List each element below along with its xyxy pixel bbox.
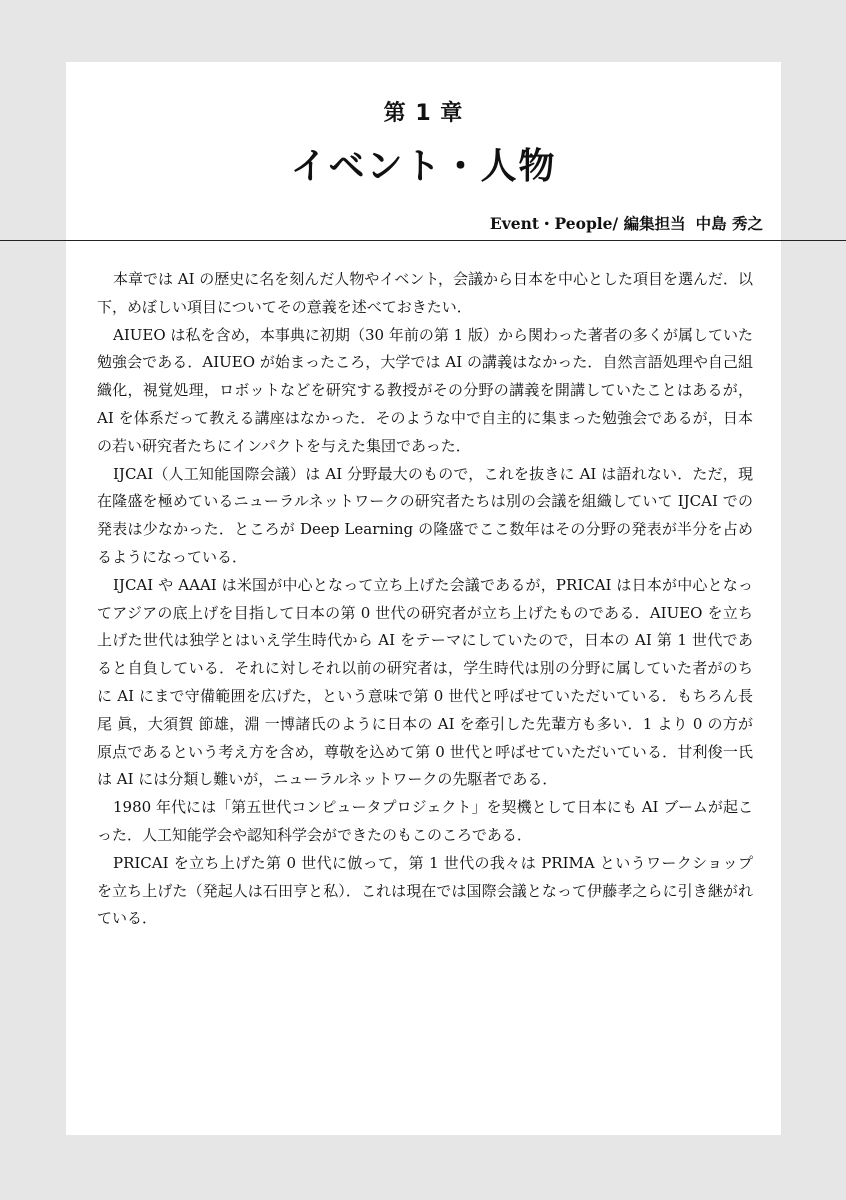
paragraph: IJCAI や AAAI は米国が中心となって立ち上げた会議であるが，PRICAI は日本が中心となってアジアの底上げを目指して日本の第 0 世代の研究者が立ち上げたものである．AIUEO を立ち上げた世代は独学とはいえ学生時代から AI をテーマにしていたので，日本の AI 第 1 世代であると自負している．それに対しそれ以前の研究者は，学生時代は別の分野に属していた者がのちに AI にまで守備範囲を広げた，という意味で第 0 世代と呼ばせていただいている．もちろん長尾 眞，大須賀 節雄，淵 一博諸氏のように日本の AI を牽引した先輩方も多い．1 より 0 の方が原点であるという考え方を含め，尊敬を込めて第 0 世代と呼ばせていただいている．甘利俊一氏は AI には分類し難いが，ニューラルネットワークの先駆者である．	[97, 575, 753, 789]
paragraph: IJCAI（人工知能国際会議）は AI 分野最大のもので，これを抜きに AI は語れない．ただ，現在隆盛を極めているニューラルネットワークの研究者たちは別の会議を組織していて IJCAI での発表は少なかった．ところが Deep Learning の隆盛でここ数年はその分野の発表が半分を占めるようになっている．	[97, 464, 753, 566]
chapter-number: 第 1 章	[383, 101, 464, 126]
body-text	[97, 266, 753, 933]
header-divider	[0, 240, 846, 241]
paragraph: PRICAI を立ち上げた第 0 世代に倣って，第 1 世代の我々は PRIMA というワークショップを立ち上げた（発起人は石田亨と私）．これは現在では国際会議となって伊藤孝之らに引き継がれている．	[97, 853, 753, 928]
paragraph: 本章では AI の歴史に名を刻んだ人物やイベント，会議から日本を中心とした項目を選んだ．以下，めぼしい項目についてその意義を述べておきたい．	[97, 270, 753, 316]
chapter-title: イベント・人物	[290, 146, 557, 187]
paragraph: 1980 年代には「第五世代コンピュータプロジェクト」を契機として日本にも AI ブームが起こった．人工知能学会や認知科学会ができたのもこのころである．	[97, 798, 753, 844]
byline-author: 中島 秀之	[695, 214, 763, 233]
byline	[490, 212, 763, 234]
paragraph: AIUEO は私を含め，本事典に初期（30 年前の第 1 版）から関わった著者の多くが属していた勉強会である．AIUEO が始まったころ，大学では AI の講義はなかった．自然言語処理や自己組織化，視覚処理，ロボットなどを研究する教授がその分野の講義を開講していたことはあるが，AI を体系だって教える講座はなかった．そのような中で自主的に集まった勉強会であるが，日本の若い研究者たちにインパクトを与えた集団であった．	[97, 325, 753, 455]
byline-section: Event・People/ 編集担当	[489, 214, 686, 233]
